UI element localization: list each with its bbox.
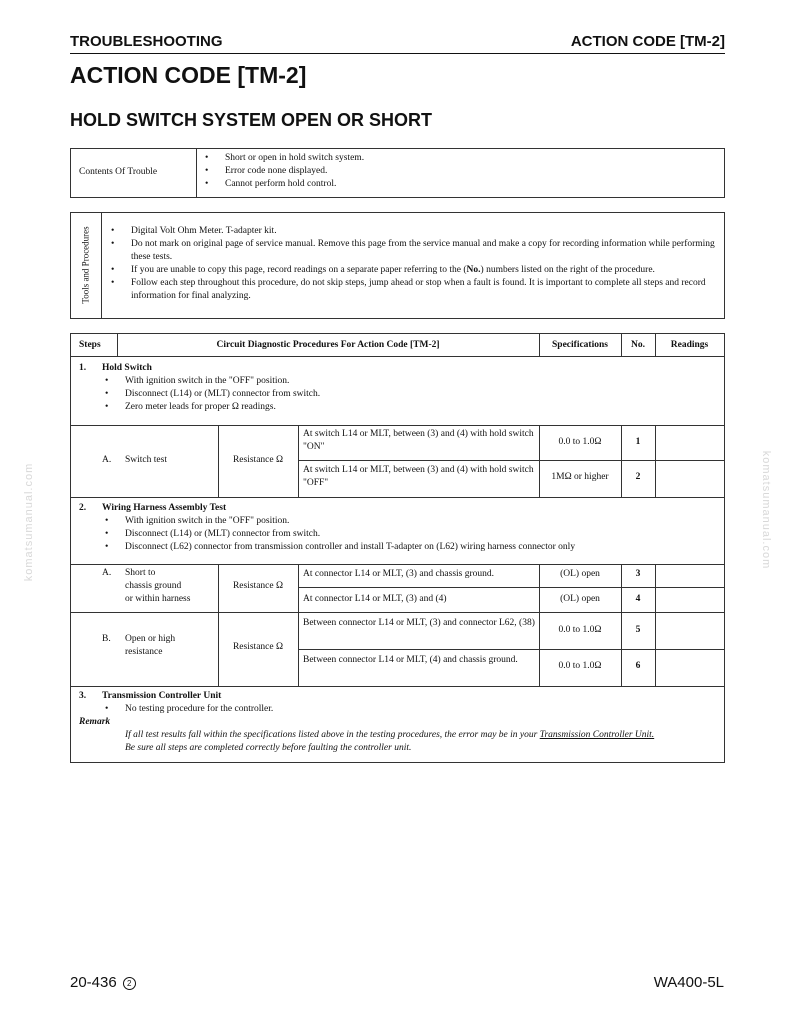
contents-of-trouble-label: Contents Of Trouble — [79, 167, 158, 177]
list-item: • No testing procedure for the controller. — [101, 703, 273, 716]
page-title: ACTION CODE [TM-2] — [70, 62, 307, 88]
page-subtitle: HOLD SWITCH SYSTEM OPEN OR SHORT — [70, 110, 433, 130]
subtest-name-line: chassis ground — [125, 581, 182, 591]
header-steps: Steps — [79, 340, 101, 350]
no-emphasis: No. — [466, 265, 481, 275]
header-readings: Readings — [670, 340, 709, 350]
step2-subtest-a — [71, 564, 724, 612]
list-item: • Digital Volt Ohm Meter. T-adapter kit. — [107, 225, 719, 238]
reading-number: 2 — [635, 472, 641, 482]
diagnostic-table — [70, 333, 725, 763]
step-title: Hold Switch — [102, 363, 152, 373]
remark-label: Remark — [79, 717, 111, 727]
reading-number: 4 — [635, 594, 641, 604]
header-code: ACTION CODE [TM-2] — [570, 33, 725, 50]
reading-number: 1 — [635, 437, 641, 447]
list-item: • With ignition switch in the "OFF" position. — [101, 375, 320, 388]
list-item: • Short or open in hold switch system. — [201, 152, 364, 165]
header-specifications: Specifications — [552, 340, 608, 350]
test-description: Between connector L14 or MLT, (4) and chassis ground. — [303, 655, 518, 665]
step-number: 1. — [79, 363, 87, 373]
list-item: • Do not mark on original page of service manual. Remove this page from the service manual and make a copy for recording information while performing these tests. — [107, 238, 719, 264]
measurement-type: Resistance Ω — [232, 455, 284, 465]
subtest-name-line: or within harness — [125, 594, 191, 604]
remark-text-line1: If all test results fall within the specifications listed above in the testing procedures, the error may be in your — [125, 730, 540, 740]
measurement-type: Resistance Ω — [232, 581, 284, 591]
subtest-letter: A. — [102, 455, 112, 465]
table-header-row — [71, 334, 724, 356]
list-item: • With ignition switch in the "OFF" position. — [101, 515, 575, 528]
specification: 1MΩ or higher — [551, 472, 609, 482]
subtest-name — [125, 633, 175, 659]
page-number-text: 20-436 — [70, 974, 117, 991]
subtest-name: Switch test — [125, 455, 167, 465]
list-item: • If you are unable to copy this page, record readings on a separate paper referring to the (No.) numbers listed on the right of the procedure. — [107, 264, 719, 277]
test-description: At connector L14 or MLT, (3) and chassis ground. — [303, 569, 495, 579]
reading-number: 3 — [635, 569, 641, 579]
step-number: 3. — [79, 691, 87, 701]
specification: (OL) open — [560, 594, 600, 604]
running-header — [70, 33, 725, 54]
specification: 0.0 to 1.0Ω — [558, 437, 602, 447]
header-section: TROUBLESHOOTING — [70, 33, 223, 50]
list-item: • Disconnect (L62) connector from transmission controller and install T-adapter on (L62) wiring harness connector only — [101, 541, 575, 554]
subtest-letter: B. — [102, 634, 111, 644]
specification: 0.0 to 1.0Ω — [558, 661, 602, 671]
step-title: Transmission Controller Unit — [102, 691, 222, 701]
step1-list — [101, 375, 320, 414]
test-description: At connector L14 or MLT, (3) and (4) — [303, 594, 447, 604]
list-item: • Disconnect (L14) or (MLT) connector from switch. — [101, 388, 320, 401]
step-number: 2. — [79, 503, 87, 513]
revision-mark: 2 — [123, 977, 136, 990]
specification: (OL) open — [560, 569, 600, 579]
watermark-left: komatsumanual.com — [23, 462, 35, 582]
reading-number: 5 — [635, 625, 641, 635]
header-no: No. — [631, 340, 645, 350]
contents-of-trouble-box — [70, 148, 725, 198]
subtest-name — [125, 567, 190, 606]
tools-procedures-label: Tools and Procedures — [80, 226, 91, 304]
subtest-name-line: resistance — [125, 647, 163, 657]
list-item: • Error code none displayed. — [201, 165, 364, 178]
contents-of-trouble-list — [201, 152, 364, 191]
header-procedures: Circuit Diagnostic Procedures For Action Code [TM-2] — [216, 340, 440, 350]
list-item: • Zero meter leads for proper Ω readings. — [101, 401, 320, 414]
step2-subtest-b — [71, 612, 724, 686]
page-number — [70, 974, 136, 991]
test-description: At switch L14 or MLT, between (3) and (4) with hold switch "ON" — [303, 429, 534, 452]
remark-text-line2: Be sure all steps are completed correctly before faulting the controller unit. — [125, 743, 412, 753]
list-item: • Cannot perform hold control. — [201, 178, 364, 191]
measurement-type: Resistance Ω — [232, 642, 284, 652]
remark-text — [125, 729, 720, 755]
step2-list — [101, 515, 575, 554]
step-title: Wiring Harness Assembly Test — [102, 503, 227, 513]
tools-procedures-box — [70, 212, 725, 319]
test-description: Between connector L14 or MLT, (3) and connector L62, (38) — [303, 618, 535, 628]
subtest-name-line: Open or high — [125, 634, 176, 644]
watermark-right: komatsumanual.com — [760, 450, 772, 570]
reading-number: 6 — [635, 661, 641, 671]
model-number: WA400-5L — [653, 974, 724, 991]
subtest-letter: A. — [102, 568, 112, 578]
subtest-name-line: Short to — [125, 568, 156, 578]
step3-list — [101, 703, 273, 716]
list-item: • Follow each step throughout this procedure, do not skip steps, jump ahead or stop when a fault is found. It is important to complete all steps and record information for final analyzing. — [107, 277, 719, 303]
step1-subtest-a — [71, 425, 724, 497]
tools-procedures-list — [107, 225, 719, 303]
specification: 0.0 to 1.0Ω — [558, 625, 602, 635]
list-item: • Disconnect (L14) or (MLT) connector from switch. — [101, 528, 575, 541]
controller-unit-link[interactable]: Transmission Controller Unit. — [539, 730, 655, 740]
test-description: At switch L14 or MLT, between (3) and (4) with hold switch "OFF" — [303, 465, 534, 488]
